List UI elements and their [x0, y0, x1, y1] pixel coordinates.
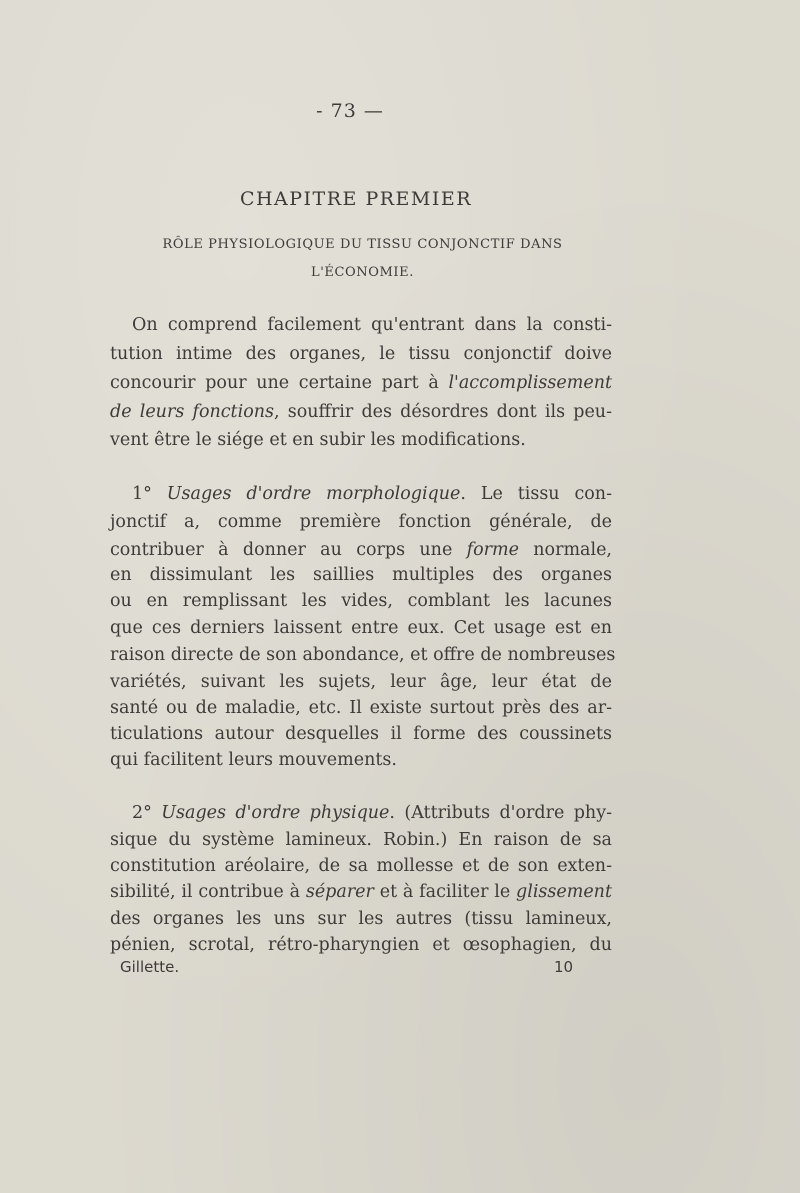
text-span: et à faciliter le	[373, 882, 517, 902]
text-line: des organes les uns sur les autres (tissu lamineux,	[110, 909, 612, 929]
text-line: constitution aréolaire, de sa mollesse et de son exten-	[110, 856, 612, 876]
text-line: sique du système lamineux. Robin.) En raison de sa	[110, 830, 612, 850]
text-line: raison directe de son abondance, et offre de nombreuses	[110, 645, 616, 665]
text-span: . (Attributs d'ordre phy-	[389, 803, 612, 823]
text-span: sibilité, il contribue à	[110, 882, 306, 902]
chapter-subtitle-line-1: RÔLE PHYSIOLOGIQUE DU TISSU CONJONCTIF DANS	[162, 237, 563, 252]
text-line: jonctif a, comme première fonction générale, de	[110, 512, 612, 532]
emphasis-text: de leurs fonctions	[110, 402, 274, 422]
section-heading-italic: Usages d'ordre morphologique	[166, 484, 461, 504]
text-line	[110, 879, 612, 905]
text-line	[110, 370, 612, 396]
text-line: variétés, suivant les sujets, leur âge, leur état de	[110, 672, 612, 692]
text-span: contribuer à donner au corps une	[110, 540, 467, 560]
emphasis-text: l'accomplissement	[448, 373, 612, 393]
text-line: santé ou de maladie, etc. Il existe surtout près des ar-	[110, 698, 612, 718]
emphasis-text: forme	[466, 540, 519, 560]
chapter-subtitle-line-2: L'ÉCONOMIE.	[310, 265, 414, 280]
text-span: 1°	[132, 484, 167, 504]
text-line: que ces derniers laissent entre eux. Cet usage est en	[110, 618, 612, 638]
footer-signature-number: 10	[554, 958, 574, 976]
text-line: ticulations autour desquelles il forme des coussinets	[110, 724, 612, 744]
text-span: 2°	[132, 803, 162, 823]
chapter-title: CHAPITRE PREMIER	[239, 188, 473, 210]
text-line: pénien, scrotal, rétro-pharyngien et œsophagien, du	[110, 935, 612, 955]
section-heading-italic: Usages d'ordre physique	[161, 803, 390, 823]
text-line: qui facilitent leurs mouvements.	[110, 750, 397, 770]
text-line	[110, 399, 612, 425]
text-span: . Le tissu con-	[460, 484, 612, 504]
emphasis-text: séparer	[305, 882, 374, 902]
text-span: normale,	[518, 540, 612, 560]
text-line: On comprend facilement qu'entrant dans la consti-	[132, 315, 612, 335]
emphasis-text: glissement	[516, 882, 612, 902]
text-line	[110, 537, 612, 563]
text-line: ou en remplissant les vides, comblant les lacunes	[110, 591, 612, 611]
text-line	[132, 481, 612, 507]
text-line: en dissimulant les saillies multiples des organes	[110, 565, 612, 585]
page-number: - 73 —	[316, 100, 384, 122]
text-span: , souffrir des désordres dont ils peu-	[273, 402, 612, 422]
text-line: vent être le siége et en subir les modifications.	[110, 430, 526, 450]
text-line	[132, 800, 612, 826]
footer-author-signature: Gillette.	[120, 958, 180, 976]
text-line: tution intime des organes, le tissu conjonctif doive	[110, 344, 612, 364]
text-span: concourir pour une certaine part à	[110, 373, 449, 393]
